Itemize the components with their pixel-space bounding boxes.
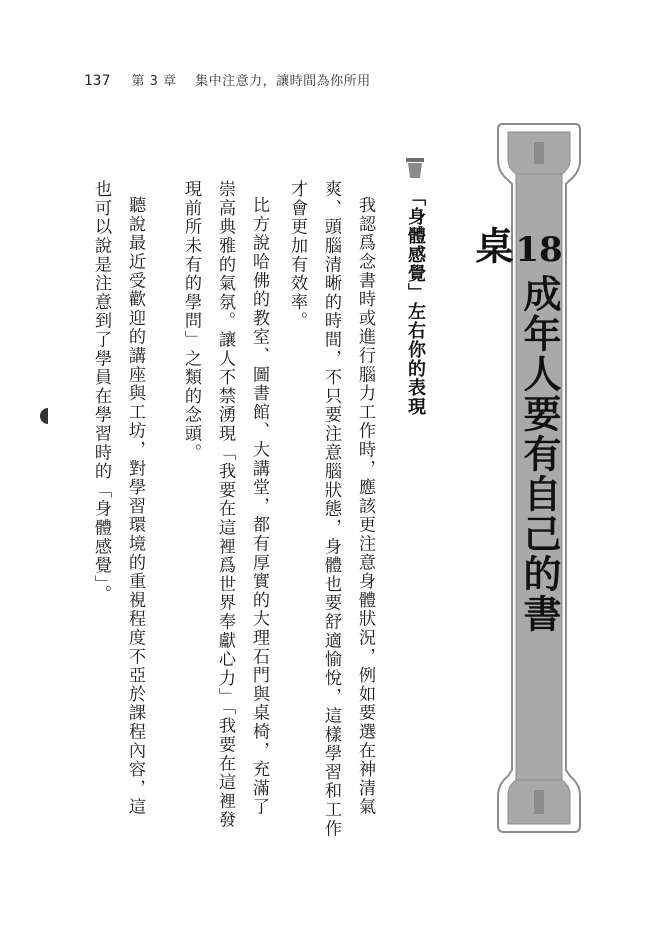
chapter-title: 集中注意力，讓時間為你所用 xyxy=(195,74,371,89)
section-title-text: 成年人要有自己的書桌 xyxy=(469,226,562,634)
section-number: 18 xyxy=(515,230,563,270)
subheading-block xyxy=(398,158,432,458)
subheading-text: 「身體感覺」左右你的表現 xyxy=(405,188,426,416)
body-column: 聽說最近受歡迎的講座與工坊，對學習環境的重視程度不亞於課程內容，這 xyxy=(125,196,145,817)
running-header xyxy=(84,70,371,89)
body-column: 我認爲念書時或進行腦力工作時，應該更注意身體狀況，例如要選在神清氣 xyxy=(355,196,375,817)
section-title xyxy=(469,226,563,646)
body-column: 才會更加有效率。 xyxy=(287,180,307,331)
body-column: 比方說哈佛的教室、圖書館、大講堂，都有厚實的大理石門與桌椅，充滿了 xyxy=(249,196,269,817)
body-column: 爽、頭腦清晰的時間，不只要注意腦狀態，身體也要舒適愉悅，這樣學習和工作 xyxy=(321,180,341,838)
chapter-label: 第 3 章 xyxy=(131,74,177,89)
body-column: 也可以說是注意到了學員在學習時的「身體感覺」。 xyxy=(91,180,111,604)
cup-icon xyxy=(406,158,424,178)
thumb-index-icon xyxy=(36,408,48,424)
body-column: 崇高典雅的氣氛。讓人不禁湧現「我要在這裡爲世界奉獻心力」「我要在這裡發 xyxy=(215,180,235,830)
body-column: 現前所未有的學問」之類的念頭。 xyxy=(181,180,201,462)
page-number: 137 xyxy=(84,73,111,89)
